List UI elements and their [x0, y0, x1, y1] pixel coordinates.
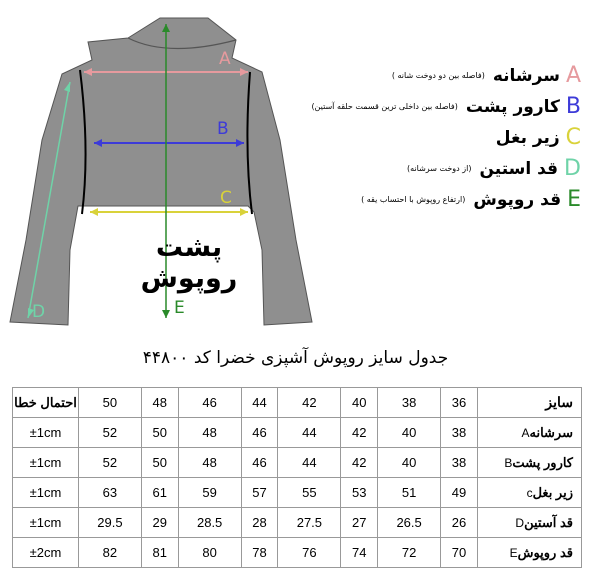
- error-cell: ±1cm: [13, 418, 79, 448]
- table-row: [13, 538, 582, 568]
- row-label-letter: E: [509, 545, 518, 560]
- legend-name: قد روپوش: [473, 189, 562, 210]
- value-cell: 40: [378, 418, 441, 448]
- row-label: [478, 418, 582, 448]
- table-title: جدول سایز روپوش آشپزی خضرا کد ۴۴۸۰۰: [142, 348, 449, 368]
- row-label-letter: B: [504, 455, 513, 470]
- value-cell: 50: [141, 418, 178, 448]
- value-cell: 70: [441, 538, 478, 568]
- row-label: [478, 478, 582, 508]
- value-cell: 28.5: [178, 508, 241, 538]
- row-label-letter: c: [526, 485, 533, 500]
- table-row: [13, 418, 582, 448]
- error-cell: ±1cm: [13, 508, 79, 538]
- back-label: پشت روپوش: [140, 232, 238, 294]
- table-row: [13, 508, 582, 538]
- error-cell: ±2cm: [13, 538, 79, 568]
- value-cell: 52: [79, 418, 142, 448]
- value-cell: 57: [241, 478, 278, 508]
- legend-item-a: [281, 60, 581, 91]
- label-a: A: [219, 49, 231, 69]
- legend-name: قد استین: [479, 158, 559, 179]
- error-cell: ±1cm: [13, 478, 79, 508]
- row-label: [478, 448, 582, 478]
- size-cell: 40: [341, 388, 378, 418]
- value-cell: 80: [178, 538, 241, 568]
- value-cell: 78: [241, 538, 278, 568]
- legend-letter: A: [565, 62, 581, 88]
- value-cell: 74: [341, 538, 378, 568]
- value-cell: 49: [441, 478, 478, 508]
- measurement-legend: [281, 60, 581, 215]
- value-cell: 48: [178, 418, 241, 448]
- size-cell: 46: [178, 388, 241, 418]
- value-cell: 26.5: [378, 508, 441, 538]
- legend-item-c: [281, 122, 581, 153]
- table-row: [13, 448, 582, 478]
- size-cell: 50: [79, 388, 142, 418]
- size-cell: 44: [241, 388, 278, 418]
- size-table: [12, 387, 582, 568]
- value-cell: 72: [378, 538, 441, 568]
- legend-name: زیر بغل: [495, 127, 560, 148]
- label-b: B: [217, 119, 229, 139]
- row-label-text: قد آستین: [524, 514, 573, 530]
- value-cell: 48: [178, 448, 241, 478]
- value-cell: 63: [79, 478, 142, 508]
- legend-note: (ارتفاع روپوش با احتساب یقه ): [361, 195, 466, 204]
- error-header: احتمال خطا: [13, 388, 79, 418]
- label-e: E: [174, 298, 185, 318]
- row-label: [478, 508, 582, 538]
- legend-name: کارور پشت: [465, 96, 560, 117]
- legend-item-e: [281, 184, 581, 215]
- value-cell: 51: [378, 478, 441, 508]
- value-cell: 55: [278, 478, 341, 508]
- legend-note: (از دوخت سرشانه): [407, 164, 472, 173]
- size-cell: 36: [441, 388, 478, 418]
- value-cell: 52: [79, 448, 142, 478]
- row-label-text: قد روپوش: [517, 544, 573, 560]
- value-cell: 26: [441, 508, 478, 538]
- value-cell: 81: [141, 538, 178, 568]
- legend-note: (فاصله بین دو دوخت شانه ): [391, 71, 485, 80]
- size-cell: 38: [378, 388, 441, 418]
- value-cell: 46: [241, 418, 278, 448]
- legend-letter: D: [564, 155, 581, 181]
- value-cell: 38: [441, 418, 478, 448]
- legend-letter: E: [567, 186, 581, 212]
- value-cell: 46: [241, 448, 278, 478]
- label-d: D: [32, 302, 46, 322]
- value-cell: 29.5: [79, 508, 142, 538]
- row-label-letter: D: [515, 515, 525, 530]
- value-cell: 38: [441, 448, 478, 478]
- legend-note: (فاصله بین داخلی ترین قسمت حلقه آستین): [311, 102, 458, 111]
- size-cell: 48: [141, 388, 178, 418]
- value-cell: 59: [178, 478, 241, 508]
- legend-letter: B: [565, 93, 581, 119]
- error-cell: ±1cm: [13, 448, 79, 478]
- legend-letter: C: [565, 124, 581, 150]
- value-cell: 40: [378, 448, 441, 478]
- value-cell: 53: [341, 478, 378, 508]
- size-header: سایز: [478, 388, 582, 418]
- value-cell: 61: [141, 478, 178, 508]
- value-cell: 27.5: [278, 508, 341, 538]
- value-cell: 28: [241, 508, 278, 538]
- row-label-text: کارور پشت: [512, 454, 573, 470]
- legend-item-d: [281, 153, 581, 184]
- row-label-text: زیر بغل: [532, 484, 573, 500]
- value-cell: 44: [278, 448, 341, 478]
- legend-name: سرشانه: [492, 65, 560, 86]
- value-cell: 27: [341, 508, 378, 538]
- table-header-row: [13, 388, 582, 418]
- value-cell: 76: [278, 538, 341, 568]
- value-cell: 42: [341, 448, 378, 478]
- value-cell: 44: [278, 418, 341, 448]
- row-label-letter: A: [521, 425, 530, 440]
- label-c: C: [220, 188, 232, 208]
- value-cell: 50: [141, 448, 178, 478]
- table-row: [13, 478, 582, 508]
- row-label: [478, 538, 582, 568]
- value-cell: 82: [79, 538, 142, 568]
- legend-item-b: [281, 91, 581, 122]
- value-cell: 29: [141, 508, 178, 538]
- size-cell: 42: [278, 388, 341, 418]
- value-cell: 42: [341, 418, 378, 448]
- row-label-text: سرشانه: [529, 424, 573, 440]
